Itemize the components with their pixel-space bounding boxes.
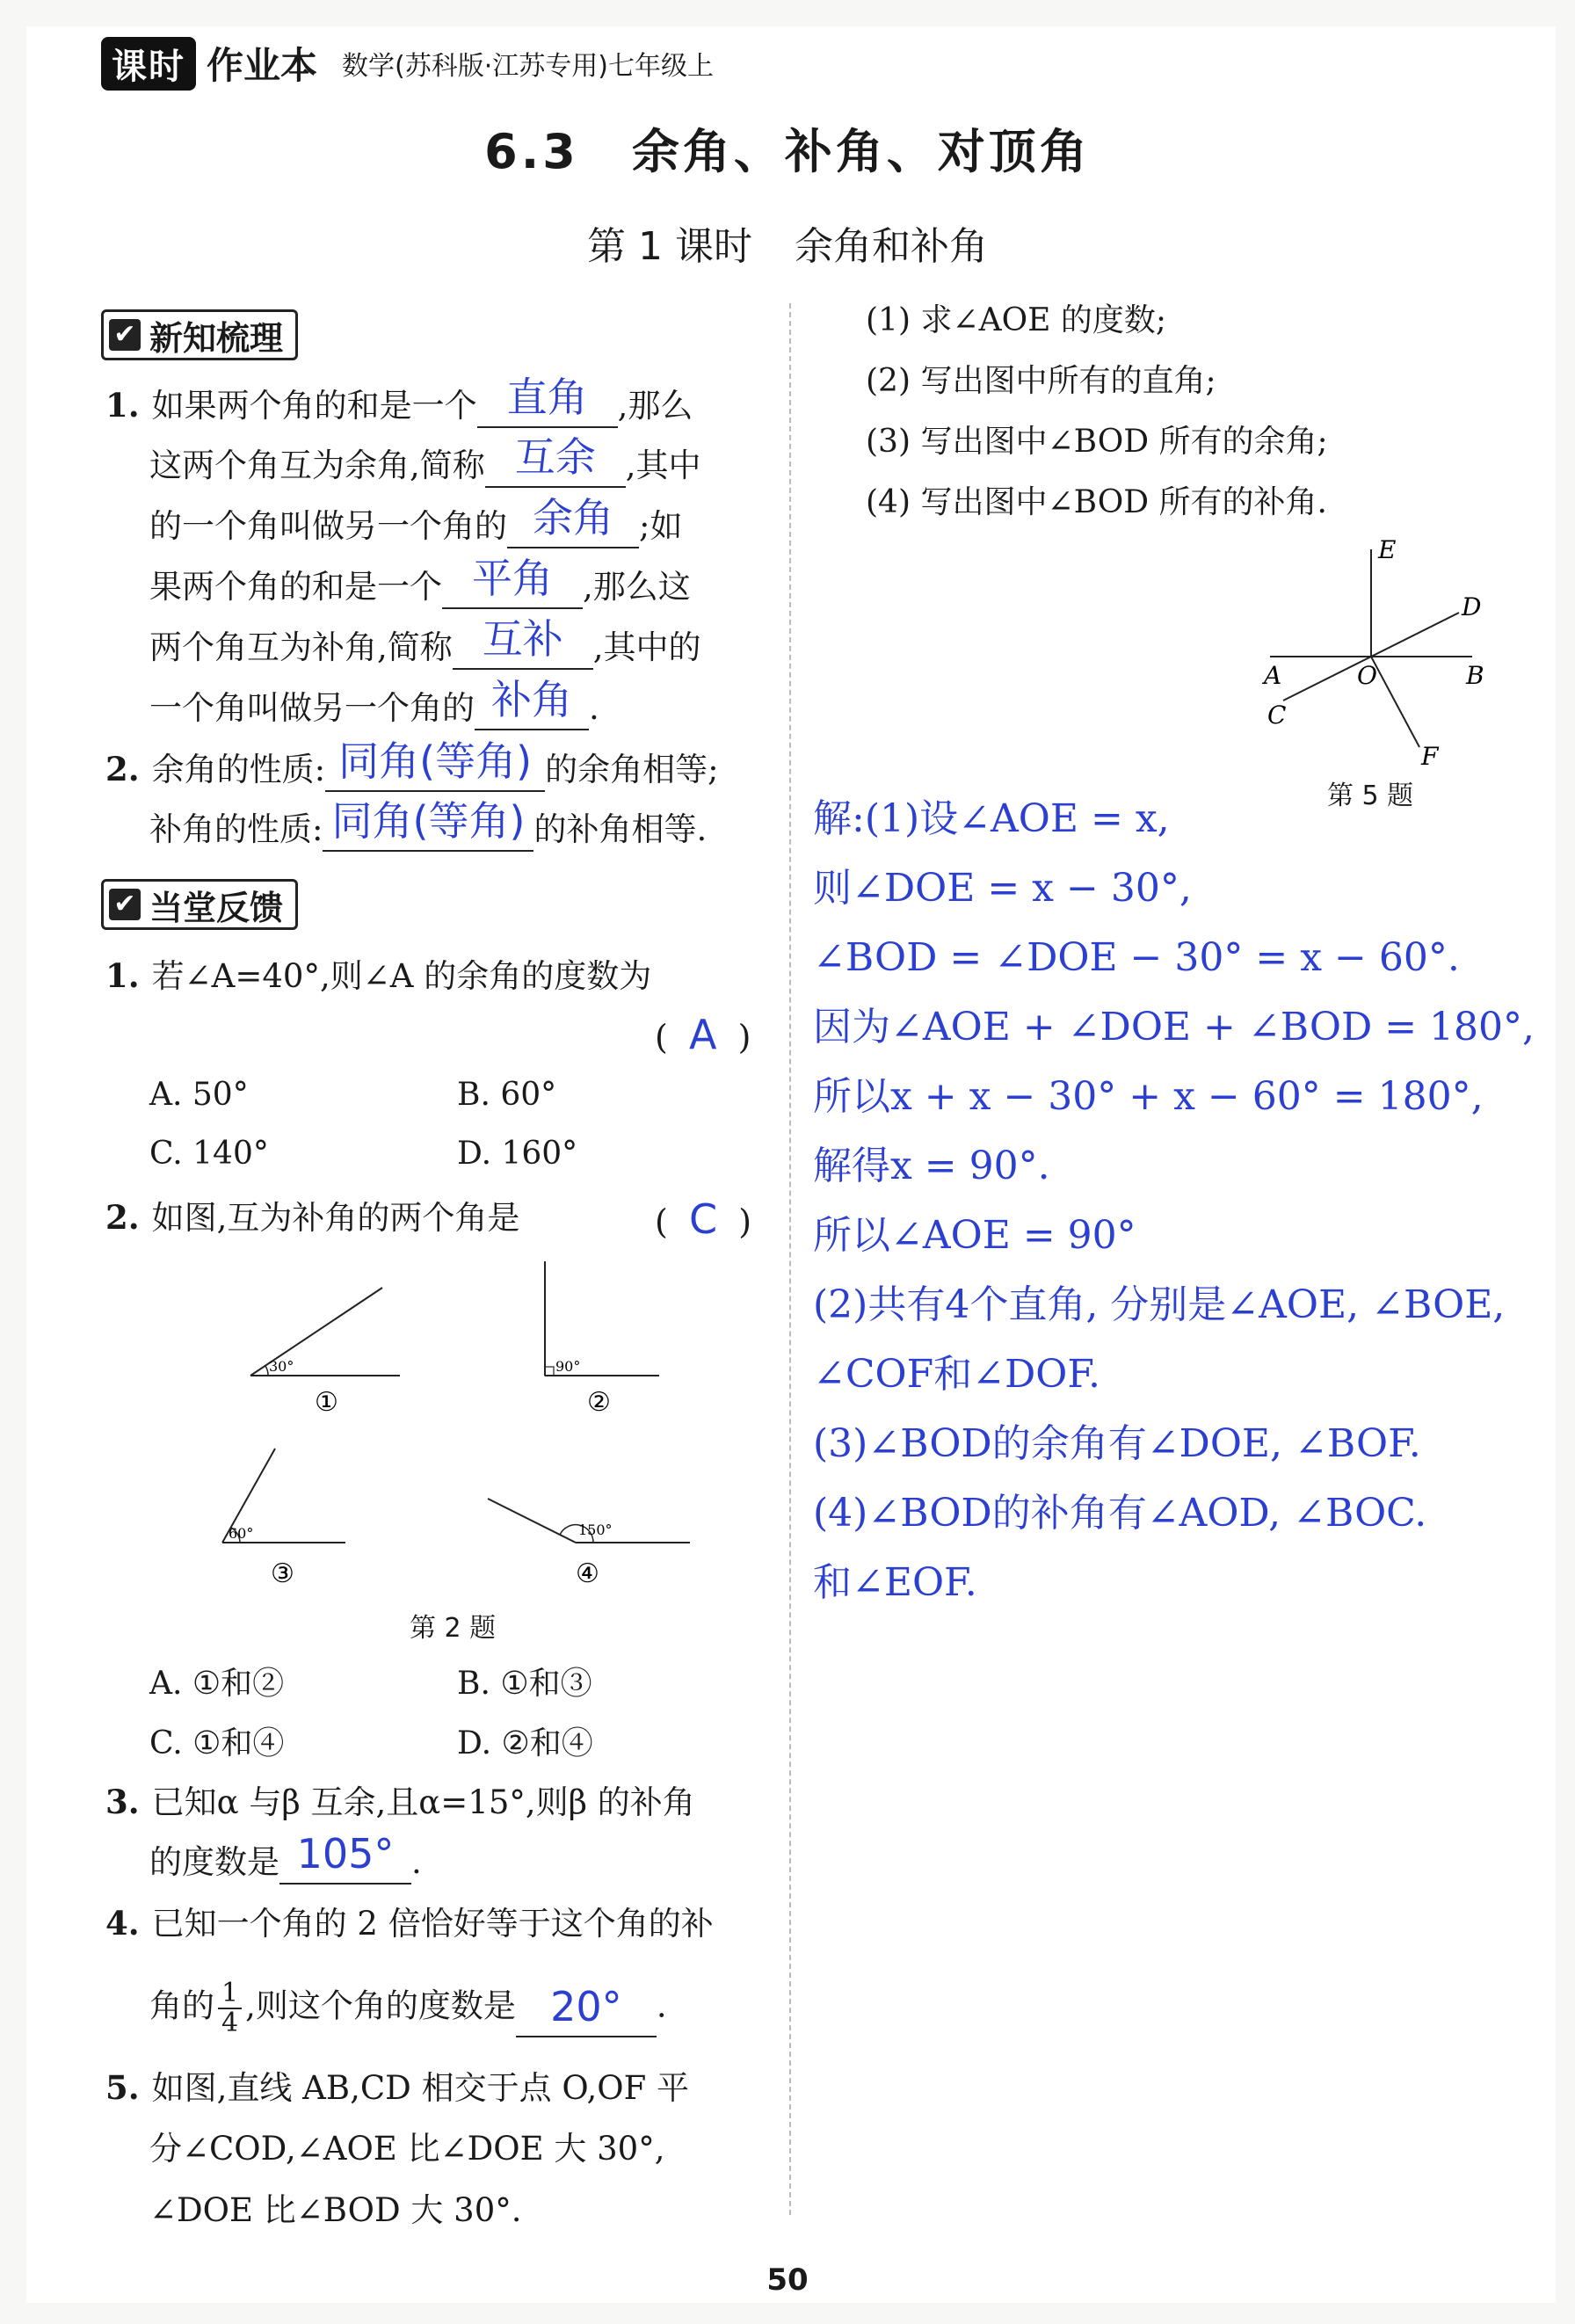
angle-label: 150° [578,1521,613,1538]
figure-number: ② [587,1387,611,1418]
figure-number: ① [315,1387,338,1418]
answer-handwritten: 互余 [514,433,596,481]
solution-line: 所以x + x − 30° + x − 60° = 180°, [813,1074,1484,1119]
section-name: 余角、补角、对顶角 [631,124,1091,179]
knowledge-q1-line1: 1. 如果两个角的和是一个 直角 ,那么 [105,383,693,428]
point-label-b: B [1466,661,1484,690]
header [101,37,714,90]
solution-line: 解:(1)设∠AOE = x, [813,796,1170,841]
answer-handwritten: 补角 [491,676,572,723]
figure-number: ③ [271,1558,294,1589]
answer-handwritten: C [688,1195,718,1243]
knowledge-q2-line1: 2. 余角的性质: 同角(等角) 的余角相等; [105,747,719,792]
option: D. ②和④ [457,1725,593,1761]
solution-line: (4)∠BOD的补角有∠AOD, ∠BOC. [813,1491,1427,1536]
option: A. ①和② [149,1666,285,1702]
option: C. ①和④ [149,1725,285,1761]
solution-line: (2)共有4个直角, 分别是∠AOE, ∠BOE, [813,1282,1506,1327]
column-divider [789,303,791,2215]
feedback-q5-line1: 5. 如图,直线 AB,CD 相交于点 O,OF 平 [105,2068,690,2107]
answer-handwritten: 平角 [472,555,553,602]
subquestion-3: (3) 写出图中∠BOD 所有的余角; [866,424,1328,460]
feedback-q5-line3: ∠DOE 比∠BOD 大 30°. [149,2191,522,2229]
option: B. ①和③ [457,1666,592,1702]
feedback-q3-line1: 3. 已知α 与β 互余,且α=15°,则β 的补角 [105,1783,695,1821]
subquestion-4: (4) 写出图中∠BOD 所有的补角. [866,484,1327,520]
badge-feedback: ✔ 当堂反馈 [101,879,298,930]
solution-line: 则∠DOE = x − 30°, [813,866,1192,911]
subquestion-2: (2) 写出图中所有的直角; [866,363,1216,399]
section-title [0,114,1575,182]
point-label-o: O [1357,661,1377,690]
point-label-c: C [1267,701,1287,730]
feedback-q1: 1. 若∠A=40°,则∠A 的余角的度数为 [105,956,652,995]
q2-angle-figures [220,1248,765,1617]
lesson-name: 余角和补角 [794,224,988,269]
section-number: 6.3 [484,124,579,179]
subquestion-1: (1) 求∠AOE 的度数; [866,302,1166,338]
point-label-a: A [1264,661,1282,690]
solution-line: (3)∠BOD的余角有∠DOE, ∠BOF. [813,1421,1421,1466]
knowledge-q1-line4: 果两个角的和是一个 平角 ,那么这 [149,565,691,609]
angle-figure-1 [250,1288,400,1418]
lesson-title [0,214,1575,271]
figure-caption-q5: 第 5 题 [1327,781,1414,811]
solution-line: 因为∠AOE + ∠DOE + ∠BOD = 180°, [813,1005,1535,1049]
option: D. 160° [457,1136,578,1172]
answer-handwritten: 105° [296,1830,395,1877]
feedback-q2: 2. 如图,互为补角的两个角是 [105,1198,520,1237]
point-label-f: F [1421,742,1439,771]
answer-handwritten: 互补 [482,615,563,663]
point-label-e: E [1378,536,1397,564]
logo: 课时 [101,37,196,91]
answer-handwritten: 余角 [533,494,613,541]
solution-line: 所以∠AOE = 90° [813,1213,1136,1258]
knowledge-q1-line2: 这两个角互为余角,简称 互余 ,其中 [149,444,701,488]
answer-handwritten: 20° [550,1983,622,2030]
knowledge-q1-line5: 两个角互为补角,简称 互补 ,其中的 [149,626,701,670]
angle-label: 30° [269,1358,294,1375]
feedback-q5-line2: 分∠COD,∠AOE 比∠DOE 大 30°, [149,2130,665,2168]
check-icon: ✔ [109,889,141,920]
option: A. 50° [149,1077,249,1113]
knowledge-q1-line3: 的一个角叫做另一个角的 余角 ;如 [149,505,682,548]
point-label-d: D [1462,592,1482,621]
knowledge-q1-line6: 一个角叫做另一个角的 补角 . [149,686,599,730]
book-subtitle: 数学(苏科版·江苏专用)七年级上 [342,51,714,82]
badge-knowledge: ✔ 新知梳理 [101,309,298,360]
knowledge-q2-line2: 补角的性质: 同角(等角) 的补角相等. [149,808,707,852]
solution-line: ∠BOD = ∠DOE − 30° = x − 60°. [813,935,1460,980]
answer-handwritten: 同角(等角) [338,737,533,785]
angle-label: 90° [555,1358,581,1375]
angle-figure-4 [488,1499,690,1589]
angle-figure-3 [222,1449,345,1589]
figure-number: ④ [576,1558,599,1589]
lesson-number: 第 1 课时 [587,224,752,269]
solution-line: 解得x = 90°. [813,1144,1050,1188]
fraction: $\frac{1}{4}$ [218,1979,242,2037]
q5-figure [1248,536,1512,782]
answer-handwritten: 直角 [506,374,588,421]
check-icon: ✔ [109,319,141,351]
answer-paren-q1: ( A ) [655,1011,751,1058]
option: C. 140° [149,1136,269,1172]
feedback-q4-line1: 4. 已知一个角的 2 倍恰好等于这个角的补 [105,1904,714,1943]
solution-line: 和∠EOF. [813,1560,977,1605]
page-number: 50 [766,2262,809,2298]
answer-handwritten: 同角(等角) [331,797,526,845]
answer-handwritten: A [688,1011,717,1058]
option: B. 60° [457,1077,557,1113]
answer-paren-q2: ( C ) [655,1195,752,1243]
feedback-q3-line2: 的度数是 105° . [149,1841,422,1885]
figure-caption-q2: 第 2 题 [410,1613,497,1644]
solution-line: ∠COF和∠DOF. [813,1352,1101,1397]
logo-subtitle: 作业本 [207,44,318,87]
angle-figure-2 [545,1261,659,1418]
feedback-q4-line2: 角的 $\frac{1}{4}$ ,则这个角的度数是 20° . [149,1978,667,2038]
angle-label: 60° [229,1525,254,1542]
